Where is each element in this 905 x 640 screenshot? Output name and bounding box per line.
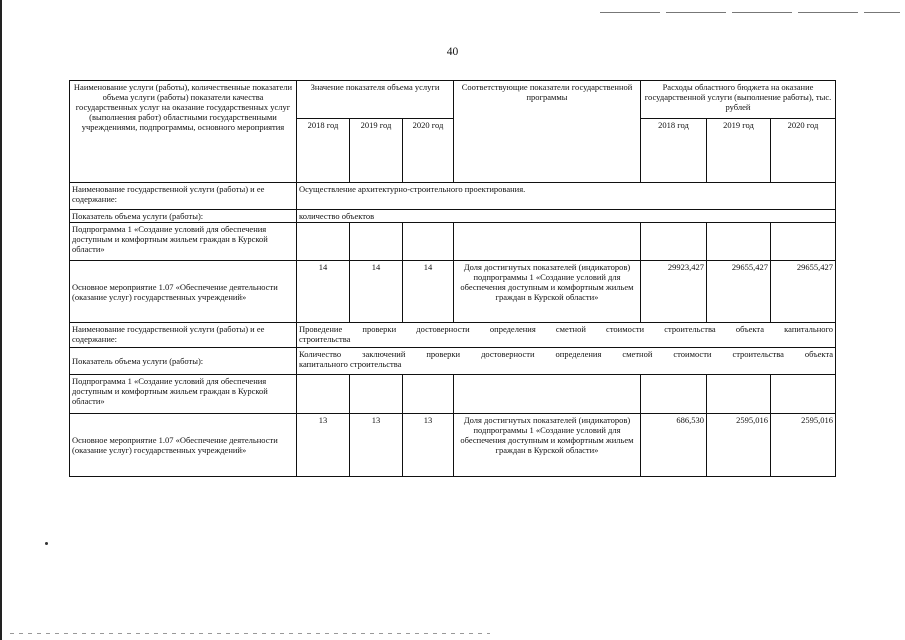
empty-cell: [771, 375, 836, 414]
budget-2019: 29655,427: [707, 261, 771, 323]
empty-cell: [641, 375, 707, 414]
empty-cell: [350, 223, 403, 261]
scan-bottom-rule: [10, 633, 490, 634]
volume-value: количество объектов: [297, 210, 836, 223]
empty-cell: [297, 223, 350, 261]
stray-mark: [45, 542, 48, 545]
header-budget-2020: 2020 год: [771, 119, 836, 183]
volume-value-line1: Количество заключений проверки достоверности определения сметной стоимости строительства объекта: [299, 349, 834, 360]
volume-2019: 14: [350, 261, 403, 323]
volume-2018: 14: [297, 261, 350, 323]
empty-cell: [454, 375, 641, 414]
volume-2019: 13: [350, 414, 403, 477]
empty-cell: [771, 223, 836, 261]
subprogram-name: Подпрограмма 1 «Создание условий для обеспечения доступным и комфортным жильем граждан в Курской области»: [70, 375, 297, 414]
service-value: [297, 323, 836, 348]
empty-cell: [641, 223, 707, 261]
scan-left-edge: [0, 0, 2, 640]
measure-row: [70, 261, 836, 323]
header-program-indicators: Соответствующие показатели государственной программы: [454, 81, 641, 183]
header-budget-2019: 2019 год: [707, 119, 771, 183]
budget-2020: 2595,016: [771, 414, 836, 477]
scan-top-rule: [600, 12, 900, 13]
header-row: [70, 81, 836, 119]
header-budget-2018: 2018 год: [641, 119, 707, 183]
measure-row: [70, 414, 836, 477]
service-row: [70, 323, 836, 348]
measure-name: Основное мероприятие 1.07 «Обеспечение деятельности (оказание услуг) государственных учреждений»: [70, 261, 297, 323]
budget-2018: 686,530: [641, 414, 707, 477]
budget-table: [69, 80, 836, 477]
empty-cell: [350, 375, 403, 414]
budget-2019: 2595,016: [707, 414, 771, 477]
service-row: [70, 183, 836, 210]
page-number: 40: [446, 46, 459, 58]
subprogram-name: Подпрограмма 1 «Создание условий для обеспечения доступным и комфортным жильем граждан в Курской области»: [70, 223, 297, 261]
empty-cell: [297, 375, 350, 414]
subprogram-row: [70, 223, 836, 261]
program-indicator: Доля достигнутых показателей (индикаторов) подпрограммы 1 «Создание условий для обеспечения доступным и комфортным жильем граждан в Курской области»: [454, 261, 641, 323]
header-budget-group: Расходы областного бюджета на оказание государственной услуги (выполнение работы), тыс. рублей: [641, 81, 836, 119]
volume-label: Показатель объема услуги (работы):: [70, 210, 297, 223]
header-service-name: Наименование услуги (работы), количественные показатели объема услуги (работы) показатели качества государственных услуг на оказание государственных услуг (выполнения работ) областными государственными учреждениями, подпрограммы, основного мероприятия: [70, 81, 297, 183]
program-indicator: Доля достигнутых показателей (индикаторов) подпрограммы 1 «Создание условий для обеспечения доступным и комфортным жильем граждан в Курской области»: [454, 414, 641, 477]
volume-value: [297, 348, 836, 375]
service-value-line1: Проведение проверки достоверности определения сметной стоимости строительства объекта капитального: [299, 324, 834, 335]
volume-label: Показатель объема услуги (работы):: [70, 348, 297, 375]
empty-cell: [454, 223, 641, 261]
volume-row: [70, 348, 836, 375]
header-year-2019: 2019 год: [350, 119, 403, 183]
header-indicator-group: Значение показателя объема услуги: [297, 81, 454, 119]
volume-2018: 13: [297, 414, 350, 477]
service-value: Осуществление архитектурно-строительного проектирования.: [297, 183, 836, 210]
service-label: Наименование государственной услуги (работы) и ее содержание:: [70, 323, 297, 348]
empty-cell: [403, 223, 454, 261]
volume-value-line2: капитального строительства: [299, 359, 402, 370]
service-value-line2: строительства: [299, 334, 351, 345]
volume-row: [70, 210, 836, 223]
service-label: Наименование государственной услуги (работы) и ее содержание:: [70, 183, 297, 210]
volume-2020: 14: [403, 261, 454, 323]
empty-cell: [403, 375, 454, 414]
empty-cell: [707, 223, 771, 261]
measure-name: Основное мероприятие 1.07 «Обеспечение деятельности (оказание услуг) государственных учреждений»: [70, 414, 297, 477]
volume-2020: 13: [403, 414, 454, 477]
budget-2018: 29923,427: [641, 261, 707, 323]
empty-cell: [707, 375, 771, 414]
budget-2020: 29655,427: [771, 261, 836, 323]
header-year-2020: 2020 год: [403, 119, 454, 183]
subprogram-row: [70, 375, 836, 414]
header-year-2018: 2018 год: [297, 119, 350, 183]
